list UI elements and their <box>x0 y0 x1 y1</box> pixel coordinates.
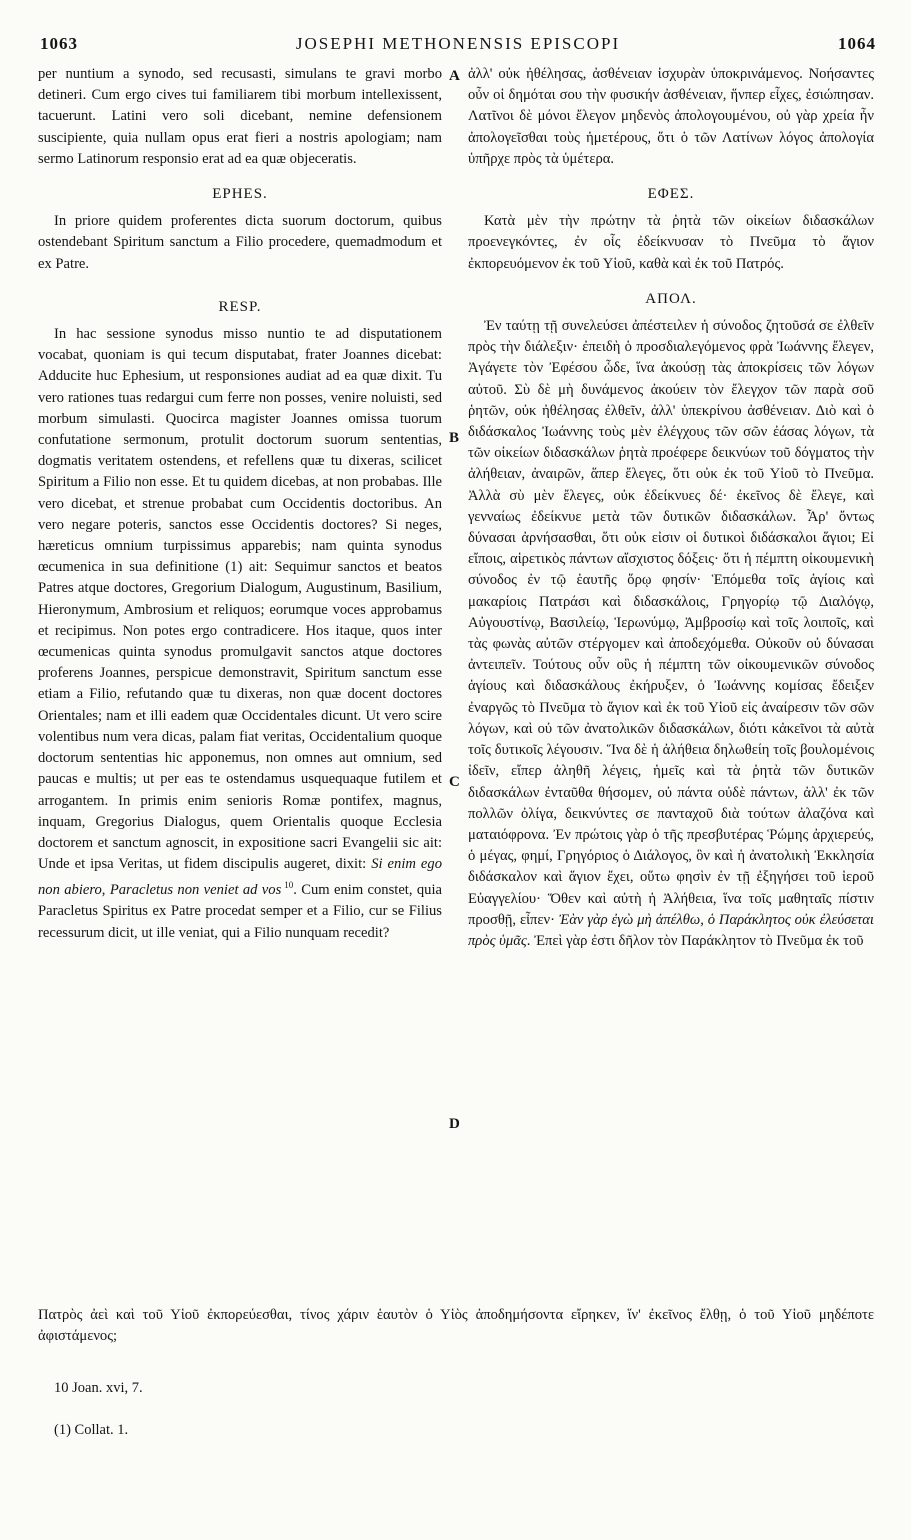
latin-p3-text-b: . Cum enim constet, quia Paracletus Spiritus ex Patre procedat semper et a Filio, cur se Filius recessurum dicit, ut ille veniat, qui a Filio nunquam recedit? <box>38 882 442 941</box>
margin-letter-c: C <box>449 774 460 790</box>
margin-letter-a: A <box>449 68 460 84</box>
footnote-scripture: 10 Joan. xvi, 7. <box>54 1380 143 1396</box>
page-number-right: 1064 <box>838 34 876 53</box>
latin-paragraph-3 <box>38 324 442 944</box>
latin-column <box>38 64 442 944</box>
latin-resp-heading: RESP. <box>218 298 262 315</box>
greek-ephes-heading: ΕΦΕΣ. <box>647 186 695 203</box>
footnote-collation: (1) Collat. 1. <box>54 1422 129 1438</box>
greek-p3-text-b: . Ἐπεὶ γὰρ ἐστι δῆλον τὸν Παράκλητον τὸ Πνεῦμα ἐκ τοῦ <box>526 932 864 949</box>
latin-ephes-heading: EPHES. <box>212 186 268 203</box>
latin-p3-text-a: In hac sessione synodus misso nuntio te ad disputationem vocabat, quoniam is qui tecum disputabat, frater Joannes dicebat: Adducite huc Ephesium, ut responsiones audiat ad ea quæ dixit. Tu vero rationes tuas redargui cum ferre non posses, venire noluisti, sed morbum simulasti. Quocirca magister Joannes omissa tuorum confutatione sermonum, protulit doctorum suorum sententias, dogmatis veritatem ostendens, et refellens quæ tu dixeras, scilicet Spiritum a Filio non esse. Et tu quidem dicebas, at non probabas. Ille vero dicebat, et strenue probabat cum Occidentis doctoribus. An vero negare poteris, sanctos esse Occidentis doctores? Si neges, hæreticus omnium turpissimus apparebis; nam quinta synodus œcumenica in sua definitione (1) ait: Sequimur sanctos et beatos Patres atque doctores, Gregorium Dialogum, Augustinum, Basilium, Hieronymum, Ambrosium et reliquos; eorumque voces approbamus et recipimus. Non potes ergo contradicere. Hos itaque, quos inter œcumenicas quinta synodus promulgavit sanctos atque doctores proferens Joannes, perspicue demonstravit, Spiritum sanctum esse etiam a Filio, refutando quæ tu dixeras, non quæ docent doctores Orientales; nam et illi eadem quæ Occidentales dicunt. Ut vero scire volentibus num vera dicas, palam fiat veritas, Occidentalium quoque doctorum sententias hic apponemus, non omnes aut omnium, sed paucas e multis; ut per eas te ostendamus usquequaque futilem et arrogantem. In primis enim senioris Romæ pontifex, magnus, inquam, Gregorius Dialogus, quem Orientalis quoque Ecclesia doctorem et sanctum agnoscit, in expositione sacri Evangelii sic ait: Unde et ipsa Veritas, ut fidem discipulis augeret, dixit: <box>38 326 442 873</box>
latin-paragraph-2: In priore quidem proferentes dicta suorum doctorum, quibus ostendebant Spiritum sanctum a Filio procedere, quemadmodum et ex Patre. <box>38 213 442 272</box>
latin-paragraph-1: per nuntium a synodo, sed recusasti, simulans te gravi morbo detineri. Cum ergo cives tui familiarem tibi morbum intellexissent, tacuerunt. Latini vero soli dicebant, nemine defensionem suscipiente, quia nullam opus erat fieri a nostris apologiam; nam sermo Latinorum responsio erat ad ea quæ objeceratis. <box>38 66 442 167</box>
latin-scripture-quote: Si enim ego non abiero, Paracletus non veniet ad vos <box>38 856 442 899</box>
page-header <box>40 34 876 58</box>
greek-column <box>468 64 874 952</box>
greek-p3-text-a: Ἐν ταύτῃ τῇ συνελεύσει ἀπέστειλεν ἡ σύνοδος ζητοῦσά σε ἐλθεῖν πρὸς τὴν διάλεξιν· ἐπειδὴ ὁ προσδιαλεγόμενος φρὰ Ἰωάννης ἔλεγεν, Ἀγάγετε τὸν Ἐφέσου ὧδε, ἵνα ἀκούσῃ τὰς ἀποκρίσεις τῶν λόγων αὐτοῦ. Σὺ δὲ μὴ δυνάμενος ἀκούειν τὸν ἔλεγχον τῶν παρὰ σοῦ ῥητῶν, οὐκ ἠθέλησας ἐλθεῖν, ἀλλ' ὑπεκρίνου ἀσθένειαν. Διὸ καὶ ὁ διδάσκαλος Ἰωάννης τοὺς μὲν ἐλέγχους τῶν σῶν ἐάσας λόγων, τὰ τῶν οἰκείων διδασκάλων ῥητὰ προέφερε δεικνύων τοῦ δόγματος τὴν ἀλήθειαν, ἀναιρῶν, ἅπερ ἔλεγες, ὅτι οὐκ ἐκ τοῦ Υἱοῦ τὸ Πνεῦμα. Ἀλλὰ σὺ μὲν ἔλεγες, οὐκ ἐδείκνυες δέ· ἐκεῖνος δὲ ἔλεγε, καὶ γενναίως ἐδείκνυε μετὰ τῶν δυτικῶν διδασκάλων. Ἆρ' ὄντως δύνασαι ἀρνήσασθαι, ὅτι οὐκ εἰσιν οἱ δυτικοὶ διδάσκαλοι ἅγιοι; Εἰ εἴποις, αἱρετικὸς πάντων αἴσχιστος δόξεις· ὅτι ἡ πέμπτη οἰκουμενικὴ σύνοδος ἐν τῷ ἑαυτῆς ὅρῳ φησίν· Ἑπόμεθα τοῖς ἁγίοις καὶ μακαρίοις Πατράσι καὶ διδασκάλοις, Γρηγορίῳ τῷ Διαλόγῳ, Αὐγουστίνῳ, Βασιλείῳ, Ἱερωνύμῳ, Ἀμβροσίῳ καὶ τοῖς λοιποῖς, καὶ τὰς φωνὰς αὐτῶν στέργομεν καὶ ἀποδεχόμεθα. Οὐκοῦν οὐ δύνασαι ἀντειπεῖν. Τούτους οὖν οὓς ἡ πέμπτη τῶν οἰκουμενικῶν σύνοδος ἁγίους καὶ διδασκάλους ἐκήρυξεν, ὁ Ἰωάννης κομίσας ἔδειξεν ἐναργῶς τὸ Πνεῦμα τὸ ἅγιον καὶ ἐκ τοῦ Υἱοῦ εἰς ἀναίρεσιν τῶν σῶν λόγων, καὶ οὐ τῶν ἀνατολικῶν διδασκάλων, διότι κἀκεῖνοι τὰ αὐτὰ τοῖς δυτικοῖς λέγουσιν. Ἵνα δὲ ἡ ἀλήθεια δηλωθείη τοῖς βουλομένοις ἰδεῖν, εἴπερ ἀληθῆ λέγεις, ἡμεῖς καὶ τὰ ῥητὰ τῶν δυτικῶν διδασκάλων ἐνταῦθα θήσομεν, οὐ πάντα οὐδὲ πάντων, ἀλλ' ἐκ τῶν πολλῶν ὀλίγα, δεικνύντες σε πανταχοῦ διὰ τούτων ἀλαζόνα καὶ ματαιόφρονα. Ἐν πρώτοις γὰρ ὁ τῆς πρεσβυτέρας Ῥώμης ἀρχιερεύς, ὁ μέγας, φημί, Γρηγόριος ὁ Διάλογος, ὃν καὶ ἡ ἀνατολικὴ Ἐκκλησία διδάσκαλον καὶ ἅγιον ἔχει, οὕτω φησὶν ἐν τῇ ἐξηγήσει τοῦ ἱεροῦ Εὐαγγελίου· Ὅθεν καὶ αὐτὴ ἡ Ἀλήθεια, ἵνα τοῖς μαθηταῖς πίστιν προσθῇ, εἶπεν· <box>468 318 874 928</box>
greek-apol-heading: ΑΠΟΛ. <box>645 290 697 307</box>
margin-letter-b: B <box>449 430 460 446</box>
greek-paragraph-1: ἀλλ' οὐκ ἠθέλησας, ἀσθένειαν ἰσχυρὰν ὑποκρινάμενος. Νοήσαντες οὖν οἱ δημόται σου τὴν φυσικήν ἀσθένειαν, ἥνπερ εἶχες, ἐσιώπησαν. Λατῖνοι δὲ μόνοι ἔλεγον μηδενὸς ἀπολογουμένου, οὐ γὰρ χρεία ἦν ἀπολογεῖσθαι τοὺς ἡμετέρους, ὅτι ὁ τῶν Λατίνων λόγος ἀπολογία ὑπῆρχε πρὸς τὰ ὑμέτερα. <box>468 66 874 167</box>
margin-letter-d: D <box>449 1116 460 1132</box>
greek-paragraph-2: Κατὰ μὲν τὴν πρώτην τὰ ῥητὰ τῶν οἰκείων διδασκάλων προενεγκόντες, ἐν οἷς ἐδείκνυσαν τὸ Πνεῦμα τὸ ἅγιον ἐκπορευόμενον ἐκ τοῦ Υἱοῦ, καθὰ καὶ ἐκ τοῦ Πατρός. <box>468 213 874 272</box>
greek-paragraph-3 <box>468 316 874 952</box>
latin-footnote-ref: 10 <box>281 880 294 891</box>
running-title: JOSEPHI METHONENSIS EPISCOPI <box>295 34 621 53</box>
greek-continuation: Πατρὸς ἀεὶ καὶ τοῦ Υἱοῦ ἐκπορεύεσθαι, τίνος χάριν ἑαυτὸν ὁ Υἱὸς ἀποδημήσοντα εἴρηκεν, ἵν' ἐκεῖνος ἔλθῃ, ὁ τοῦ Υἱοῦ μηδέποτε ἀφιστάμενος; <box>38 1307 874 1345</box>
greek-scripture-quote: Ἐὰν γὰρ ἐγὼ μὴ ἀπέλθω, ὁ Παράκλητος οὐκ ἐλεύσεται πρὸς ὑμᾶς <box>468 911 874 949</box>
page-number-left: 1063 <box>40 34 78 53</box>
